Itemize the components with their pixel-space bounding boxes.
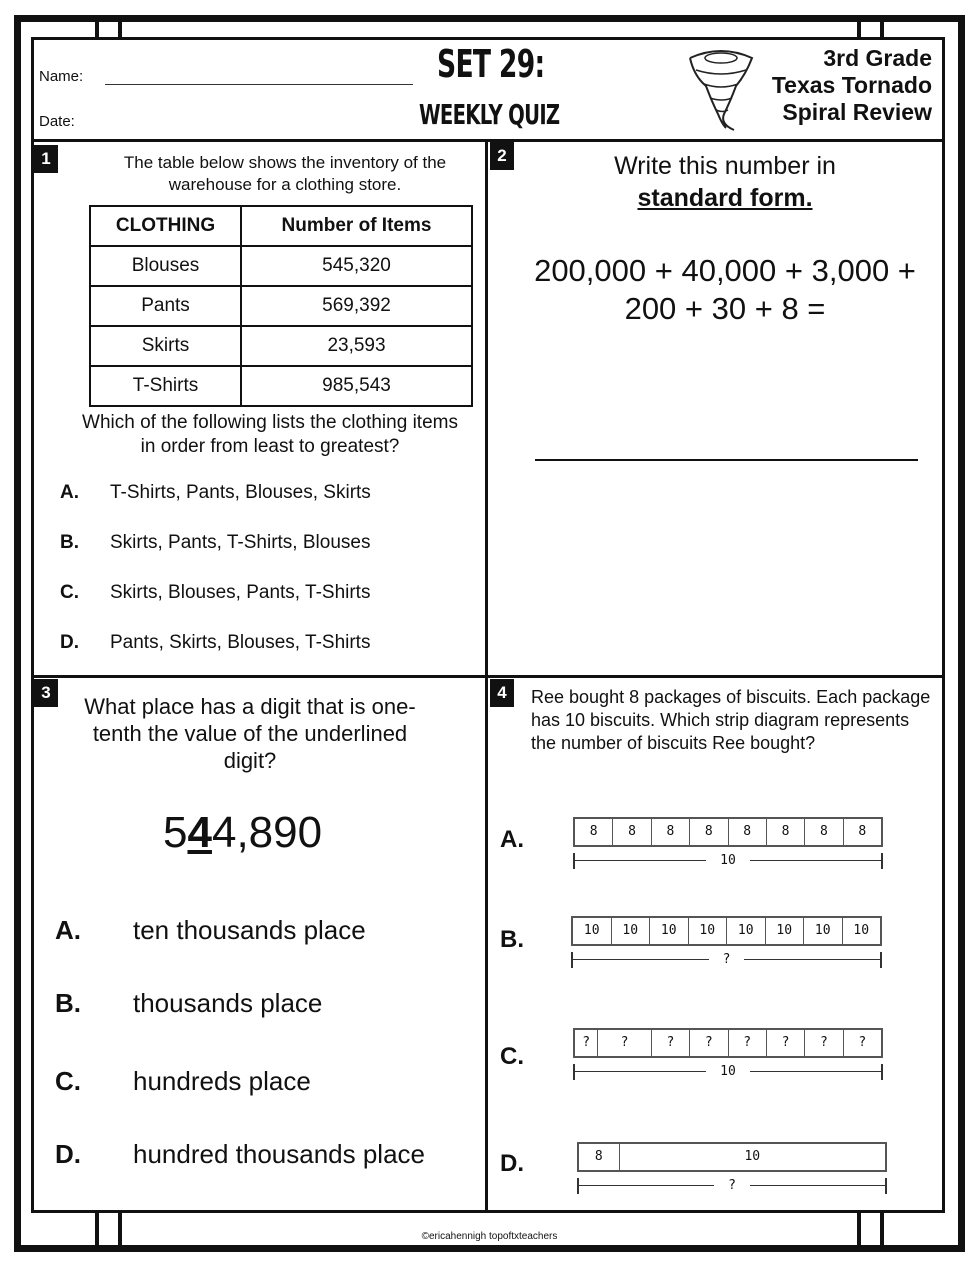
column-header: Number of Items: [241, 206, 472, 246]
option-letter: C.: [55, 1066, 81, 1096]
option-text: hundreds place: [133, 1066, 311, 1096]
series-line: 3rd Grade: [823, 45, 932, 71]
expression-line: 200 + 30 + 8 =: [624, 291, 826, 326]
option-letter[interactable]: B.: [500, 926, 524, 953]
frame-post: [880, 15, 884, 39]
q1-question: Which of the following lists the clothing items in order from least to greatest?: [82, 412, 458, 457]
option-text: Pants, Skirts, Blouses, T-Shirts: [110, 632, 371, 653]
answer-option[interactable]: [55, 1066, 311, 1097]
strip-cell: 8: [575, 819, 613, 845]
strip-diagram[interactable]: [573, 1028, 883, 1080]
cell: 23,593: [241, 326, 472, 366]
cell: 569,392: [241, 286, 472, 326]
option-letter[interactable]: D.: [500, 1150, 524, 1177]
option-text: Skirts, Blouses, Pants, T-Shirts: [110, 582, 371, 603]
name-field[interactable]: [105, 84, 413, 85]
strip-diagram[interactable]: [577, 1142, 887, 1194]
strip-cell: 8: [690, 819, 728, 845]
set-title: SET 29:: [437, 42, 545, 86]
q3-prompt: What place has a digit that is one-tenth the value of the underlined digit?: [84, 694, 416, 773]
place-value-number: [163, 808, 322, 858]
cell: Pants: [90, 286, 241, 326]
table-row: [90, 366, 472, 406]
series-line: Texas Tornado: [771, 72, 932, 98]
underlined-digit: 4: [187, 808, 212, 857]
total-bracket: [573, 853, 883, 869]
strip-diagram[interactable]: [571, 916, 882, 968]
option-letter: D.: [60, 632, 79, 653]
option-text: T-Shirts, Pants, Blouses, Skirts: [110, 482, 371, 503]
strip-cell: 10: [766, 918, 805, 944]
strip-cell: ?: [575, 1030, 598, 1056]
strip-cell: 10: [853, 923, 870, 938]
strip-cell: 8: [805, 819, 843, 845]
strip-bar: [571, 916, 882, 946]
strip-cell: ?: [729, 1030, 767, 1056]
frame-post: [118, 15, 122, 39]
total-bracket: [573, 1064, 883, 1080]
frame-post: [95, 15, 99, 39]
option-letter: A.: [60, 482, 79, 503]
strip-diagram[interactable]: [573, 817, 883, 869]
strip-cell: 10: [650, 918, 689, 944]
q2-prompt: Write this number in: [614, 152, 836, 180]
name-label: Name:: [39, 68, 84, 85]
cell: 545,320: [241, 246, 472, 286]
strip-bar: [577, 1142, 887, 1172]
answer-option[interactable]: [60, 482, 371, 532]
frame-post: [857, 15, 861, 39]
total-label: 10: [706, 853, 750, 869]
cell: Skirts: [90, 326, 241, 366]
option-text: thousands place: [133, 988, 323, 1018]
digit: 5: [163, 808, 188, 857]
question-number: 1: [34, 145, 58, 173]
strip-cell: 8: [767, 819, 805, 845]
column-header: CLOTHING: [90, 206, 241, 246]
expression-line: 200,000 + 40,000 + 3,000 +: [534, 253, 916, 288]
answer-option[interactable]: [55, 988, 322, 1019]
option-text: hundred thousands place: [133, 1139, 426, 1169]
strip-cell: 8: [613, 819, 651, 845]
table-row: [90, 326, 472, 366]
question-number: 2: [490, 142, 514, 170]
strip-cell: ?: [858, 1035, 867, 1050]
question-number: 3: [34, 679, 58, 707]
table-row: [90, 246, 472, 286]
series-line: Spiral Review: [782, 99, 932, 125]
strip-cell: 8: [579, 1144, 620, 1170]
answer-option[interactable]: [60, 532, 371, 582]
strip-cell: ?: [805, 1030, 843, 1056]
cell: 985,543: [241, 366, 472, 406]
answer-line[interactable]: [535, 459, 918, 461]
total-bracket: [571, 952, 882, 968]
answer-option[interactable]: [60, 632, 371, 682]
option-letter: B.: [55, 988, 81, 1018]
total-bracket: [577, 1178, 887, 1194]
option-letter: C.: [60, 582, 79, 603]
header-divider: [31, 139, 945, 142]
total-label: 10: [706, 1064, 750, 1080]
total-label: ?: [714, 1178, 750, 1194]
inventory-table: [89, 205, 473, 407]
strip-bar: [573, 817, 883, 847]
strip-cell: ?: [690, 1030, 728, 1056]
strip-cell: ?: [767, 1030, 805, 1056]
answer-option[interactable]: [55, 915, 366, 946]
quiz-subtitle: WEEKLY QUIZ: [419, 98, 560, 131]
strip-cell: 10: [804, 918, 843, 944]
option-letter[interactable]: C.: [500, 1043, 524, 1070]
answer-option[interactable]: [60, 582, 371, 632]
table-row: [90, 286, 472, 326]
strip-cell: 10: [744, 1149, 761, 1164]
q1-prompt: The table below shows the inventory of the warehouse for a clothing store.: [123, 153, 447, 194]
option-letter: D.: [55, 1139, 81, 1169]
strip-cell: 10: [689, 918, 728, 944]
cell: Blouses: [90, 246, 241, 286]
strip-cell: ?: [598, 1030, 651, 1056]
strip-cell: 10: [573, 918, 612, 944]
q4-prompt: Ree bought 8 packages of biscuits. Each package has 10 biscuits. Which strip diagram represents the number of biscuits Ree bought?: [531, 687, 931, 753]
strip-cell: 8: [652, 819, 690, 845]
question-number: 4: [490, 679, 514, 707]
date-label: Date:: [39, 113, 75, 130]
strip-cell: 10: [612, 918, 651, 944]
cell: T-Shirts: [90, 366, 241, 406]
option-letter[interactable]: A.: [500, 826, 524, 853]
option-letter: B.: [60, 532, 79, 553]
strip-cell: ?: [652, 1030, 690, 1056]
strip-bar: [573, 1028, 883, 1058]
option-letter: A.: [55, 915, 81, 945]
option-text: ten thousands place: [133, 915, 366, 945]
strip-cell: 8: [858, 824, 867, 839]
copyright-footer: ©ericahennigh topoftxteachers: [421, 1231, 558, 1242]
q2-prompt-emphasis: standard form.: [637, 184, 813, 212]
digits: 4,890: [211, 808, 323, 857]
strip-cell: 10: [727, 918, 766, 944]
strip-cell: 8: [729, 819, 767, 845]
option-text: Skirts, Pants, T-Shirts, Blouses: [110, 532, 371, 553]
tornado-icon: [686, 46, 756, 132]
total-label: ?: [709, 952, 745, 968]
answer-option[interactable]: [55, 1139, 425, 1170]
